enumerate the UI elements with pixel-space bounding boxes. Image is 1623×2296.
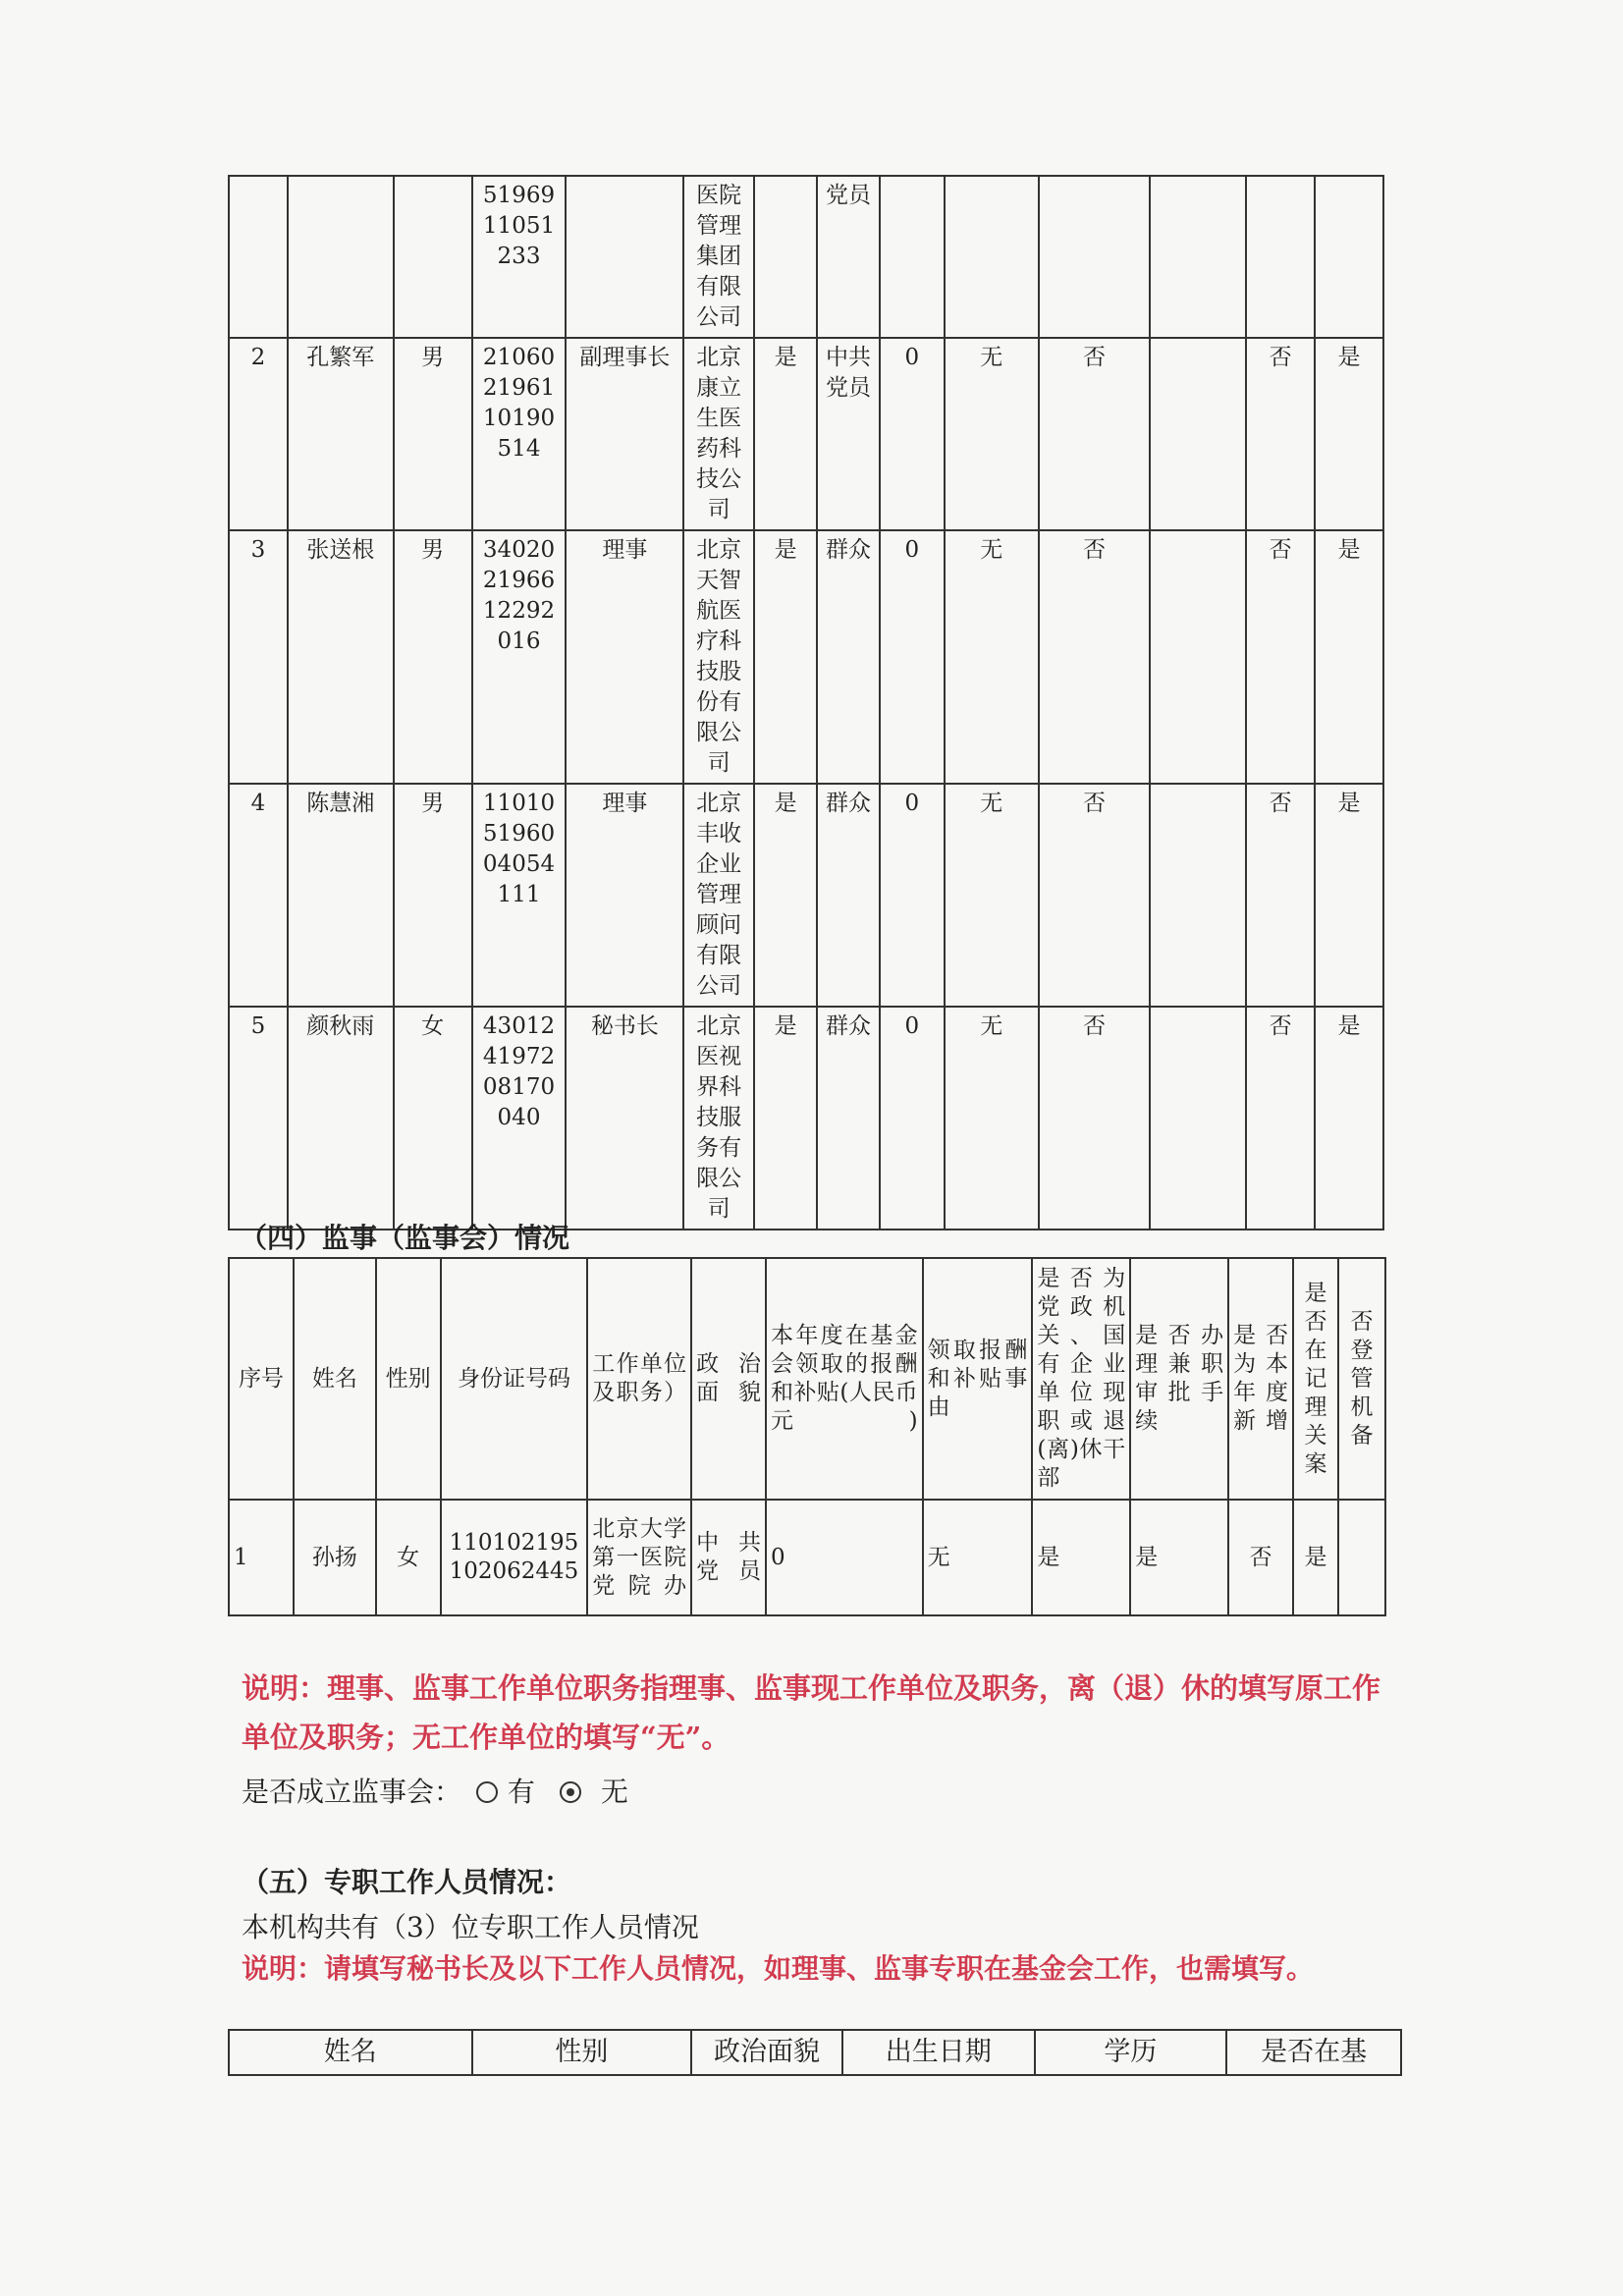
board-cell-text: 男 xyxy=(421,791,445,816)
board-cell-concurrent xyxy=(1150,784,1246,1007)
board-cell-is-official xyxy=(1039,338,1151,530)
sup-header-approval: 是否办理兼职审批手续 xyxy=(1130,1258,1228,1500)
board-cell-text: 51969 11051 233 xyxy=(482,183,556,269)
supervisor-table xyxy=(228,1257,1386,1616)
board-cell-position xyxy=(566,530,683,784)
board-cell-concurrent xyxy=(1150,530,1246,784)
board-cell-text: 否 xyxy=(1269,1013,1292,1039)
board-cell-text: 否 xyxy=(1269,537,1292,563)
board-cell-politics xyxy=(817,1007,880,1230)
sup-cell-employer: 北京大学第一医院党院办 xyxy=(587,1500,691,1615)
board-cell-text: 是 xyxy=(774,345,797,370)
sup-cell-id: 110102195102062445 xyxy=(441,1500,588,1615)
board-cell-text: 党员 xyxy=(825,183,871,208)
board-cell-text: 43012 41972 08170 040 xyxy=(482,1013,556,1130)
staff-header-education: 学历 xyxy=(1035,2030,1227,2075)
board-cell-new-this-year xyxy=(1246,1007,1315,1230)
radio-no-label: 无 xyxy=(600,1776,628,1808)
board-cell-text: 无 xyxy=(980,1013,1003,1039)
sup-header-relation: 是否在记理关案 xyxy=(1293,1258,1338,1500)
board-cell-new-this-year xyxy=(1246,176,1315,338)
board-cell-seq xyxy=(229,530,288,784)
board-cell-new-this-year xyxy=(1246,784,1315,1007)
sup-header-gender: 性别 xyxy=(376,1258,441,1500)
board-cell-text: 否 xyxy=(1269,791,1292,816)
board-cell-gov-approval xyxy=(754,784,817,1007)
staff-header-politics: 政治面貌 xyxy=(691,2030,842,2075)
board-cell-is-official xyxy=(1039,1007,1151,1230)
board-cell-text: 是 xyxy=(1337,345,1361,370)
board-cell-text: 陈慧湘 xyxy=(306,791,375,816)
board-cell-text: 群众 xyxy=(825,791,871,816)
board-cell-politics xyxy=(817,530,880,784)
board-cell-new-this-year xyxy=(1246,530,1315,784)
board-cell-registered xyxy=(1315,338,1383,530)
board-cell-text: 否 xyxy=(1082,1013,1106,1039)
board-cell-pay xyxy=(880,1007,945,1230)
board-cell-text: 群众 xyxy=(825,537,871,563)
board-cell-text: 0 xyxy=(904,537,920,563)
board-cell-gender xyxy=(394,1007,472,1230)
board-cell-concurrent xyxy=(1150,338,1246,530)
board-cell-text: 否 xyxy=(1082,537,1106,563)
board-cell-name xyxy=(288,530,394,784)
board-cell-seq xyxy=(229,1007,288,1230)
sup-header-reason: 领取报酬和补贴事由 xyxy=(923,1258,1033,1500)
board-cell-text: 中共 党员 xyxy=(825,345,871,401)
table-row xyxy=(229,1500,1385,1615)
board-cell-pay xyxy=(880,784,945,1007)
sup-cell-pay: 0 xyxy=(766,1500,923,1615)
board-cell-employer xyxy=(683,784,754,1007)
board-cell-employer xyxy=(683,338,754,530)
sup-header-registered: 否登管机备 xyxy=(1338,1258,1385,1500)
board-cell-text: 副理事长 xyxy=(579,345,671,370)
board-cell-text: 是 xyxy=(1337,791,1361,816)
board-cell-politics xyxy=(817,338,880,530)
board-cell-is-official xyxy=(1039,784,1151,1007)
board-cell-text: 4 xyxy=(250,791,266,816)
board-cell-employer xyxy=(683,530,754,784)
sup-header-new: 是否为本年度新增 xyxy=(1228,1258,1293,1500)
board-cell-reason xyxy=(945,1007,1039,1230)
board-cell-text: 21060 21961 10190 514 xyxy=(482,345,556,462)
board-cell-id xyxy=(472,176,567,338)
board-cell-text: 北京 天智 航医 疗科 技股 份有 限公 司 xyxy=(696,537,742,776)
board-cell-pay xyxy=(880,338,945,530)
board-cell-name xyxy=(288,1007,394,1230)
supervisory-board-label: 是否成立监事会： xyxy=(242,1776,462,1808)
sup-cell-gender: 女 xyxy=(376,1500,441,1615)
board-cell-gender xyxy=(394,530,472,784)
board-cell-text: 3 xyxy=(250,537,266,563)
board-cell-gov-approval xyxy=(754,530,817,784)
sup-cell-new: 否 xyxy=(1228,1500,1293,1615)
board-cell-text: 2 xyxy=(250,345,266,370)
board-cell-text: 男 xyxy=(421,345,445,370)
board-cell-position xyxy=(566,338,683,530)
table-row xyxy=(229,338,1383,530)
board-cell-politics xyxy=(817,176,880,338)
board-cell-reason xyxy=(945,784,1039,1007)
staff-summary: 本机构共有（3）位专职工作人员情况 xyxy=(242,1911,699,1943)
board-cell-text: 0 xyxy=(904,1013,920,1039)
board-cell-gov-approval xyxy=(754,176,817,338)
board-cell-registered xyxy=(1315,1007,1383,1230)
board-cell-name xyxy=(288,176,394,338)
board-cell-text: 女 xyxy=(421,1013,445,1039)
board-cell-text: 群众 xyxy=(825,1013,871,1039)
staff-section-title: （五）专职工作人员情况： xyxy=(242,1866,572,1898)
board-cell-text: 是 xyxy=(1337,537,1361,563)
radio-yes[interactable] xyxy=(476,1781,498,1803)
board-cell-text: 11010 51960 04054 111 xyxy=(482,791,556,907)
board-cell-registered xyxy=(1315,784,1383,1007)
staff-table xyxy=(228,2029,1402,2076)
board-cell-text: 是 xyxy=(774,537,797,563)
sup-cell-approval: 是 xyxy=(1130,1500,1228,1615)
staff-header-gender: 性别 xyxy=(472,2030,692,2075)
board-cell-text: 无 xyxy=(980,345,1003,370)
board-cell-text: 否 xyxy=(1269,345,1292,370)
board-cell-politics xyxy=(817,784,880,1007)
board-cell-text: 秘书长 xyxy=(590,1013,659,1039)
table-row xyxy=(229,1007,1383,1230)
board-cell-pay xyxy=(880,530,945,784)
board-cell-position xyxy=(566,176,683,338)
board-cell-text: 理事 xyxy=(602,791,648,816)
board-cell-position xyxy=(566,1007,683,1230)
board-cell-gender xyxy=(394,338,472,530)
note-director-employer: 说明：理事、监事工作单位职务指理事、监事现工作单位及职务，离（退）休的填写原工作单位及职务；无工作单位的填写“无”。 xyxy=(242,1671,1381,1754)
board-cell-position xyxy=(566,784,683,1007)
board-cell-new-this-year xyxy=(1246,338,1315,530)
board-cell-text: 男 xyxy=(421,537,445,563)
board-cell-text: 北京 康立 生医 药科 技公 司 xyxy=(696,345,742,522)
board-cell-name xyxy=(288,784,394,1007)
board-cell-text: 否 xyxy=(1082,791,1106,816)
board-cell-text: 理事 xyxy=(602,537,648,563)
sup-header-id: 身份证号码 xyxy=(441,1258,588,1500)
board-cell-name xyxy=(288,338,394,530)
board-cell-id xyxy=(472,530,567,784)
board-cell-text: 医院 管理 集团 有限 公司 xyxy=(696,183,742,330)
board-cell-text: 是 xyxy=(774,1013,797,1039)
board-cell-text: 否 xyxy=(1082,345,1106,370)
sup-cell-reason: 无 xyxy=(923,1500,1033,1615)
sup-cell-is-official: 是 xyxy=(1032,1500,1130,1615)
board-cell-seq xyxy=(229,784,288,1007)
sup-header-is-official: 是否为党政机关、国有企业单位现职或退(离)休干部 xyxy=(1032,1258,1130,1500)
sup-cell-registered xyxy=(1338,1500,1385,1615)
board-cell-text: 是 xyxy=(774,791,797,816)
table-row xyxy=(229,784,1383,1007)
board-cell-reason xyxy=(945,176,1039,338)
board-cell-text: 0 xyxy=(904,791,920,816)
supervisory-board-question xyxy=(242,1774,628,1811)
sup-header-employer: 工作单位及职务） xyxy=(587,1258,691,1500)
board-cell-employer xyxy=(683,176,754,338)
board-cell-text: 孔繁军 xyxy=(306,345,375,370)
staff-header-name: 姓名 xyxy=(229,2030,472,2075)
board-cell-id xyxy=(472,1007,567,1230)
sup-header-politics: 政治面貌 xyxy=(691,1258,766,1500)
board-cell-gov-approval xyxy=(754,338,817,530)
supervisor-section-title: （四）监事（监事会）情况 xyxy=(240,1222,570,1254)
board-cell-text: 北京 医视 界科 技服 务有 限公 司 xyxy=(696,1013,742,1222)
sup-cell-politics: 中共党员 xyxy=(691,1500,766,1615)
board-cell-gov-approval xyxy=(754,1007,817,1230)
board-cell-text: 颜秋雨 xyxy=(306,1013,375,1039)
board-cell-id xyxy=(472,784,567,1007)
sup-header-pay: 本年度在基金会领取的报酬和补贴(人民币元) xyxy=(766,1258,923,1500)
board-cell-text: 0 xyxy=(904,345,920,370)
board-cell-registered xyxy=(1315,530,1383,784)
staff-note: 说明：请填写秘书长及以下工作人员情况，如理事、监事专职在基金会工作，也需填写。 xyxy=(242,1952,1315,1985)
board-cell-employer xyxy=(683,1007,754,1230)
board-cell-gender xyxy=(394,784,472,1007)
board-cell-text: 张送根 xyxy=(306,537,375,563)
radio-yes-label: 有 xyxy=(507,1776,535,1808)
sup-header-seq: 序号 xyxy=(229,1258,294,1500)
board-cell-seq xyxy=(229,176,288,338)
board-cell-text: 5 xyxy=(250,1013,266,1039)
board-cell-registered xyxy=(1315,176,1383,338)
table-row xyxy=(229,530,1383,784)
board-cell-text: 北京 丰收 企业 管理 顾问 有限 公司 xyxy=(696,791,742,999)
sup-cell-relation: 是 xyxy=(1293,1500,1338,1615)
board-cell-reason xyxy=(945,530,1039,784)
board-cell-text: 无 xyxy=(980,537,1003,563)
board-members-table xyxy=(228,175,1384,1230)
sup-header-name: 姓名 xyxy=(294,1258,376,1500)
table-row xyxy=(229,176,1383,338)
board-cell-seq xyxy=(229,338,288,530)
sup-cell-name: 孙扬 xyxy=(294,1500,376,1615)
staff-header-birthdate: 出生日期 xyxy=(842,2030,1035,2075)
radio-no[interactable] xyxy=(560,1781,581,1803)
board-cell-text: 无 xyxy=(980,791,1003,816)
sup-cell-seq: 1 xyxy=(229,1500,294,1615)
board-cell-is-official xyxy=(1039,176,1151,338)
board-cell-concurrent xyxy=(1150,176,1246,338)
board-cell-id xyxy=(472,338,567,530)
board-cell-gender xyxy=(394,176,472,338)
board-cell-text: 34020 21966 12292 016 xyxy=(482,537,556,654)
board-cell-reason xyxy=(945,338,1039,530)
board-cell-concurrent xyxy=(1150,1007,1246,1230)
board-cell-pay xyxy=(880,176,945,338)
board-cell-is-official xyxy=(1039,530,1151,784)
board-cell-text: 是 xyxy=(1337,1013,1361,1039)
staff-header-fulltime: 是否在基 xyxy=(1226,2030,1401,2075)
